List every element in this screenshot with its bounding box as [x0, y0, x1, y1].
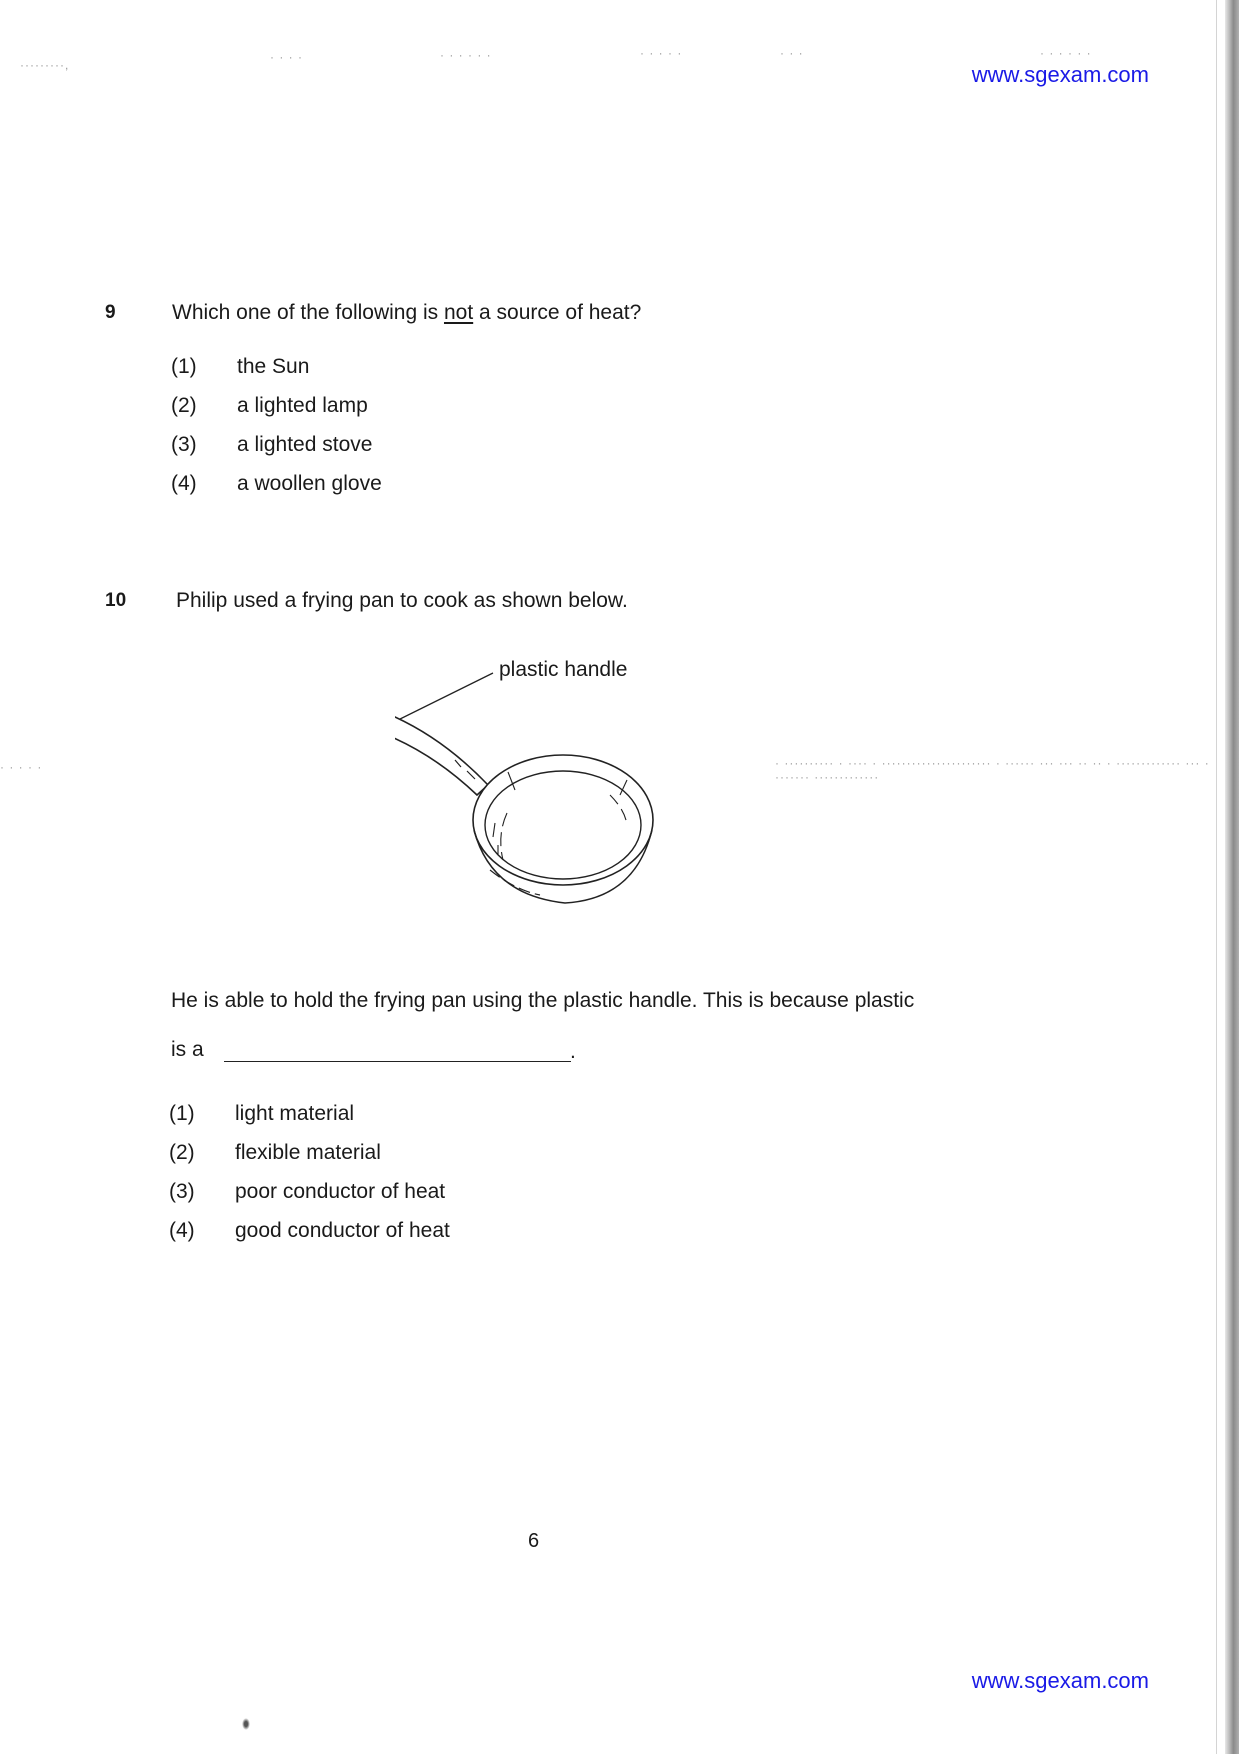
site-link-header[interactable]: www.sgexam.com: [971, 62, 1149, 87]
option-number: (3): [171, 433, 197, 456]
label-leader-line: [395, 673, 493, 725]
option-text: flexible material: [235, 1141, 381, 1164]
option-text: light material: [235, 1102, 355, 1125]
option-number: (1): [169, 1102, 195, 1125]
answer-blank: [224, 1061, 571, 1062]
scan-noise: · · · · ·: [0, 760, 43, 774]
statement-line-prefix: is a: [171, 1038, 204, 1061]
option-number: (2): [171, 394, 197, 417]
pan-inner-rim: [485, 771, 641, 879]
figure-label: plastic handle: [499, 658, 628, 681]
scan-edge-line: [1216, 0, 1217, 1754]
page-number: 6: [528, 1530, 540, 1552]
site-link-footer[interactable]: www.sgexam.com: [971, 1668, 1149, 1693]
option-number: (1): [171, 355, 197, 378]
option-number: (4): [169, 1219, 195, 1242]
answer-option[interactable]: [171, 433, 372, 457]
underlined-word: not: [443, 301, 474, 324]
answer-option[interactable]: [171, 472, 382, 496]
statement-line: He is able to hold the frying pan using the plastic handle. This is because plastic: [171, 989, 915, 1012]
option-number: (2): [169, 1141, 195, 1164]
scan-noise: ·········,: [20, 58, 70, 72]
question-number: 10: [105, 590, 127, 611]
answer-option[interactable]: [169, 1141, 381, 1165]
option-number: (4): [171, 472, 197, 495]
answer-option[interactable]: [171, 394, 368, 418]
answer-option[interactable]: [169, 1102, 354, 1126]
scan-noise: · · · · ·: [640, 46, 683, 60]
question-text-part: Which one of the following is: [172, 301, 444, 324]
statement-line-suffix: .: [570, 1040, 576, 1063]
scan-noise: · ·········· · ···· · ······················ · ······ ··· ··· ·· ·· · ············· ··· · ······· ·············: [775, 756, 1210, 784]
scan-noise: · · · · · ·: [440, 48, 492, 62]
answer-option[interactable]: [169, 1180, 445, 1204]
question-text: [172, 301, 641, 325]
option-text: a woollen glove: [237, 472, 382, 495]
frying-pan-illustration: [395, 645, 695, 915]
scan-edge-shadow: [1225, 0, 1239, 1754]
scan-noise: · · ·: [780, 46, 804, 60]
answer-option[interactable]: [171, 355, 309, 379]
scan-smudge: [242, 1718, 250, 1730]
scan-noise: · · · · · ·: [1040, 46, 1092, 60]
option-text: the Sun: [237, 355, 310, 378]
question-text-part: a source of heat?: [473, 301, 642, 324]
answer-option[interactable]: [169, 1219, 450, 1243]
frying-pan-figure: [395, 645, 695, 915]
option-number: (3): [169, 1180, 195, 1203]
handle-shape: [395, 717, 488, 795]
option-text: a lighted lamp: [237, 394, 368, 417]
question-text: Philip used a frying pan to cook as shown below.: [176, 589, 628, 612]
scan-noise: · · · ·: [270, 50, 303, 64]
option-text: a lighted stove: [237, 433, 373, 456]
option-text: good conductor of heat: [235, 1219, 450, 1242]
option-text: poor conductor of heat: [235, 1180, 446, 1203]
question-number: 9: [105, 302, 116, 323]
